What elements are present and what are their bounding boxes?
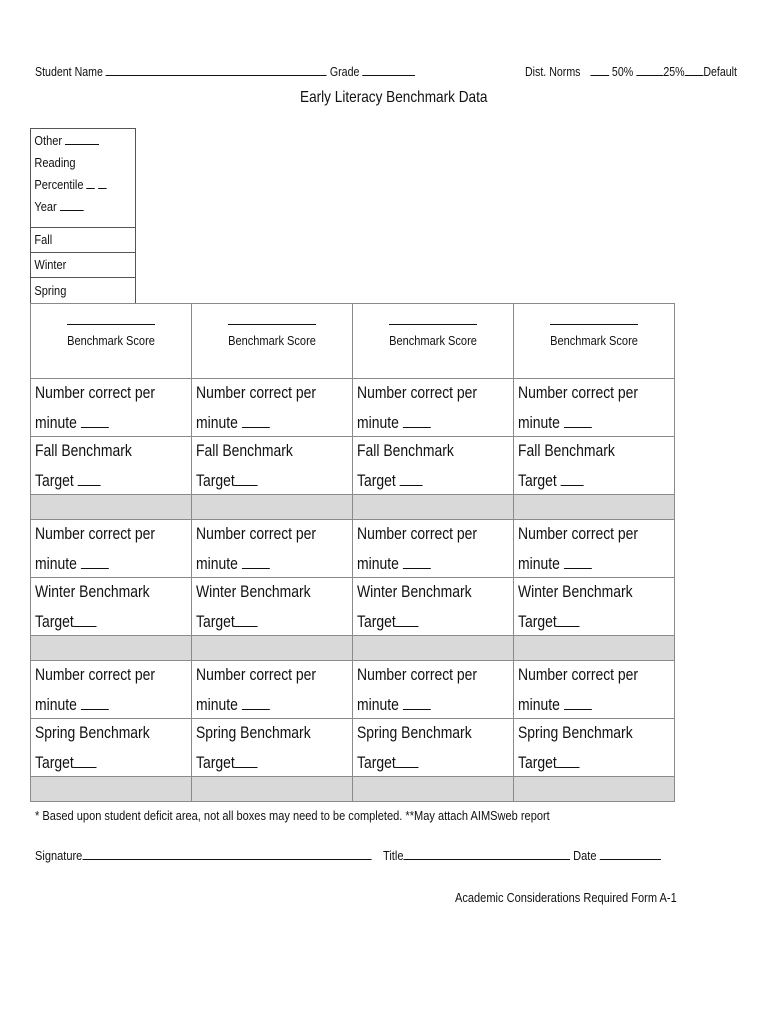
- target-cell[interactable]: [353, 437, 514, 495]
- title-line[interactable]: [403, 848, 570, 860]
- ncpm-line[interactable]: [403, 552, 431, 569]
- fall-label: Fall: [34, 232, 53, 247]
- target-cell[interactable]: [514, 437, 675, 495]
- spring-label: Spring: [34, 283, 67, 298]
- target-field: [35, 610, 97, 632]
- ncpm-minute-field: [35, 411, 109, 433]
- ncpm-line[interactable]: [242, 693, 270, 710]
- target-line[interactable]: [235, 751, 258, 768]
- score-cell[interactable]: [31, 636, 192, 661]
- other-label: Other: [34, 133, 63, 148]
- ncpm-cell[interactable]: [31, 379, 192, 437]
- target-cell[interactable]: [192, 437, 353, 495]
- spring-benchmark-label: Spring Benchmark: [518, 723, 633, 742]
- ncpm-label: Number correct per: [35, 665, 156, 684]
- spring-ncpm-row: [31, 661, 675, 719]
- target-label: Target: [35, 471, 74, 490]
- target-label: Target: [518, 612, 557, 631]
- student-name-line[interactable]: [106, 64, 327, 76]
- ncpm-line[interactable]: [242, 411, 270, 428]
- norm-25-label: 25%: [663, 65, 685, 79]
- page-title: Early Literacy Benchmark Data: [300, 89, 488, 106]
- score-cell[interactable]: [192, 636, 353, 661]
- target-line[interactable]: [561, 469, 584, 486]
- percentile-line-1[interactable]: [87, 177, 96, 189]
- ncpm-minute-field: [35, 552, 109, 574]
- dist-norms-label: Dist. Norms: [525, 65, 581, 79]
- benchmark-score-label: Benchmark Score: [550, 333, 638, 348]
- minute-label: minute: [196, 413, 238, 432]
- target-line[interactable]: [78, 469, 101, 486]
- score-cell[interactable]: [31, 495, 192, 520]
- score-cell[interactable]: [514, 495, 675, 520]
- dist-norms-field: [525, 64, 737, 79]
- fall-score-row: [31, 495, 675, 520]
- benchmark-score-header[interactable]: [353, 304, 514, 379]
- winter-benchmark-label: Winter Benchmark: [518, 582, 633, 601]
- ncpm-line[interactable]: [564, 693, 592, 710]
- target-label: Target: [196, 471, 235, 490]
- fall-box[interactable]: [30, 227, 136, 253]
- ncpm-cell[interactable]: [31, 520, 192, 578]
- signature-label: Signature: [35, 848, 83, 863]
- target-cell[interactable]: [192, 719, 353, 777]
- ncpm-label: Number correct per: [196, 524, 317, 543]
- target-line[interactable]: [396, 610, 419, 627]
- fall-ncpm-row: [31, 379, 675, 437]
- ncpm-cell[interactable]: [514, 661, 675, 719]
- ncpm-label: Number correct per: [35, 524, 156, 543]
- target-label: Target: [357, 753, 396, 772]
- target-cell[interactable]: [192, 578, 353, 636]
- target-cell[interactable]: [353, 719, 514, 777]
- target-label: Target: [35, 612, 74, 631]
- winter-benchmark-label: Winter Benchmark: [196, 582, 311, 601]
- reading-label: Reading: [34, 155, 76, 170]
- target-label: Target: [518, 471, 557, 490]
- form-id: Academic Considerations Required Form A-1: [455, 890, 677, 905]
- spring-benchmark-label: Spring Benchmark: [357, 723, 472, 742]
- benchmark-name-line[interactable]: [228, 324, 316, 325]
- minute-label: minute: [518, 554, 560, 573]
- score-cell[interactable]: [353, 495, 514, 520]
- ncpm-cell[interactable]: [514, 379, 675, 437]
- percentile-field[interactable]: [31, 177, 119, 192]
- ncpm-cell[interactable]: [31, 661, 192, 719]
- fall-benchmark-label: Fall Benchmark: [518, 441, 615, 460]
- fall-benchmark-label: Fall Benchmark: [357, 441, 454, 460]
- reading-info-box: [30, 128, 136, 228]
- minute-label: minute: [35, 413, 77, 432]
- year-label: Year: [34, 199, 57, 214]
- minute-label: minute: [35, 695, 77, 714]
- target-field: [518, 751, 580, 773]
- ncpm-line[interactable]: [81, 411, 109, 428]
- target-line[interactable]: [235, 469, 258, 486]
- winter-benchmark-label: Winter Benchmark: [357, 582, 472, 601]
- target-cell[interactable]: [514, 578, 675, 636]
- winter-benchmark-label: Winter Benchmark: [35, 582, 150, 601]
- score-cell[interactable]: [353, 636, 514, 661]
- benchmark-name-line[interactable]: [67, 324, 155, 325]
- target-line[interactable]: [396, 751, 419, 768]
- target-line[interactable]: [235, 610, 258, 627]
- winter-label: Winter: [34, 257, 67, 272]
- benchmark-name-line[interactable]: [389, 324, 477, 325]
- ncpm-cell[interactable]: [192, 379, 353, 437]
- norm-default-line[interactable]: [685, 64, 704, 76]
- target-cell[interactable]: [31, 578, 192, 636]
- benchmark-grid: [30, 303, 675, 802]
- ncpm-cell[interactable]: [192, 661, 353, 719]
- score-cell[interactable]: [192, 777, 353, 802]
- spring-target-row: [31, 719, 675, 777]
- student-name-field: [35, 64, 415, 79]
- minute-label: minute: [518, 695, 560, 714]
- ncpm-line[interactable]: [564, 411, 592, 428]
- target-field: [196, 751, 258, 773]
- title-label: Title: [383, 848, 404, 863]
- target-label: Target: [196, 612, 235, 631]
- target-field: [518, 469, 584, 491]
- date-line[interactable]: [600, 848, 661, 860]
- ncpm-minute-field: [518, 552, 592, 574]
- score-cell[interactable]: [514, 777, 675, 802]
- minute-label: minute: [35, 554, 77, 573]
- winter-ncpm-row: [31, 520, 675, 578]
- target-label: Target: [357, 612, 396, 631]
- fall-benchmark-label: Fall Benchmark: [196, 441, 293, 460]
- target-label: Target: [196, 753, 235, 772]
- ncpm-line[interactable]: [81, 552, 109, 569]
- ncpm-cell[interactable]: [192, 520, 353, 578]
- other-line[interactable]: [65, 133, 99, 145]
- ncpm-cell[interactable]: [514, 520, 675, 578]
- norm-50-line[interactable]: [590, 64, 609, 76]
- date-label: Date: [573, 848, 597, 863]
- score-cell[interactable]: [353, 777, 514, 802]
- ncpm-label: Number correct per: [196, 665, 317, 684]
- minute-label: minute: [357, 413, 399, 432]
- ncpm-label: Number correct per: [357, 524, 478, 543]
- norm-25-line[interactable]: [636, 64, 663, 76]
- title-field: [383, 848, 661, 863]
- benchmark-score-header[interactable]: [192, 304, 353, 379]
- signature-line[interactable]: [82, 848, 371, 860]
- year-field[interactable]: [31, 199, 119, 214]
- ncpm-line[interactable]: [564, 552, 592, 569]
- ncpm-label: Number correct per: [518, 383, 639, 402]
- fall-benchmark-label: Fall Benchmark: [35, 441, 132, 460]
- year-line[interactable]: [60, 199, 84, 211]
- target-label: Target: [35, 753, 74, 772]
- target-field: [35, 469, 101, 491]
- target-cell[interactable]: [353, 578, 514, 636]
- target-field: [357, 610, 419, 632]
- score-cell[interactable]: [514, 636, 675, 661]
- footnote: * Based upon student deficit area, not all boxes may need to be completed. **May attach AIMSweb report: [35, 808, 550, 823]
- minute-label: minute: [196, 554, 238, 573]
- grade-label: Grade: [329, 65, 360, 79]
- student-name-label: Student Name: [35, 65, 103, 79]
- ncpm-cell[interactable]: [353, 520, 514, 578]
- benchmark-score-label: Benchmark Score: [67, 333, 155, 348]
- ncpm-minute-field: [518, 411, 592, 433]
- benchmark-score-header[interactable]: [514, 304, 675, 379]
- ncpm-label: Number correct per: [518, 665, 639, 684]
- spring-score-row: [31, 777, 675, 802]
- ncpm-label: Number correct per: [357, 665, 478, 684]
- target-label: Target: [518, 753, 557, 772]
- ncpm-cell[interactable]: [353, 661, 514, 719]
- ncpm-line[interactable]: [403, 411, 431, 428]
- ncpm-minute-field: [357, 693, 431, 715]
- minute-label: minute: [518, 413, 560, 432]
- ncpm-line[interactable]: [81, 693, 109, 710]
- target-line[interactable]: [557, 751, 580, 768]
- ncpm-minute-field: [196, 552, 270, 574]
- winter-score-row: [31, 636, 675, 661]
- target-line[interactable]: [74, 610, 97, 627]
- ncpm-label: Number correct per: [518, 524, 639, 543]
- target-label: Target: [357, 471, 396, 490]
- ncpm-label: Number correct per: [357, 383, 478, 402]
- other-field[interactable]: [31, 133, 119, 148]
- norm-default-label: Default: [703, 65, 737, 79]
- target-field: [357, 751, 419, 773]
- ncpm-minute-field: [518, 693, 592, 715]
- score-cell[interactable]: [31, 777, 192, 802]
- ncpm-label: Number correct per: [196, 383, 317, 402]
- ncpm-minute-field: [357, 552, 431, 574]
- target-cell[interactable]: [31, 719, 192, 777]
- winter-target-row: [31, 578, 675, 636]
- percentile-label: Percentile: [34, 177, 84, 192]
- target-cell[interactable]: [514, 719, 675, 777]
- target-field: [357, 469, 423, 491]
- ncpm-line[interactable]: [242, 552, 270, 569]
- minute-label: minute: [357, 695, 399, 714]
- spring-box[interactable]: [30, 277, 136, 304]
- spring-benchmark-label: Spring Benchmark: [196, 723, 311, 742]
- ncpm-minute-field: [196, 693, 270, 715]
- target-field: [196, 469, 258, 491]
- target-line[interactable]: [74, 751, 97, 768]
- target-field: [518, 610, 580, 632]
- score-cell[interactable]: [192, 495, 353, 520]
- spring-benchmark-label: Spring Benchmark: [35, 723, 150, 742]
- target-field: [196, 610, 258, 632]
- benchmark-score-label: Benchmark Score: [389, 333, 477, 348]
- ncpm-line[interactable]: [403, 693, 431, 710]
- norm-50-label: 50%: [611, 65, 634, 79]
- fall-target-row: [31, 437, 675, 495]
- ncpm-cell[interactable]: [353, 379, 514, 437]
- ncpm-label: Number correct per: [35, 383, 156, 402]
- grade-line[interactable]: [362, 64, 415, 76]
- minute-label: minute: [357, 554, 399, 573]
- target-field: [35, 751, 97, 773]
- ncpm-minute-field: [196, 411, 270, 433]
- percentile-line-2[interactable]: [98, 177, 107, 189]
- target-cell[interactable]: [31, 437, 192, 495]
- target-line[interactable]: [557, 610, 580, 627]
- target-line[interactable]: [400, 469, 423, 486]
- ncpm-minute-field: [35, 693, 109, 715]
- benchmark-score-header[interactable]: [31, 304, 192, 379]
- benchmark-score-label: Benchmark Score: [228, 333, 316, 348]
- winter-box[interactable]: [30, 252, 136, 278]
- ncpm-minute-field: [357, 411, 431, 433]
- grid-header-row: [31, 304, 675, 379]
- minute-label: minute: [196, 695, 238, 714]
- signature-field: [35, 848, 371, 863]
- benchmark-name-line[interactable]: [550, 324, 638, 325]
